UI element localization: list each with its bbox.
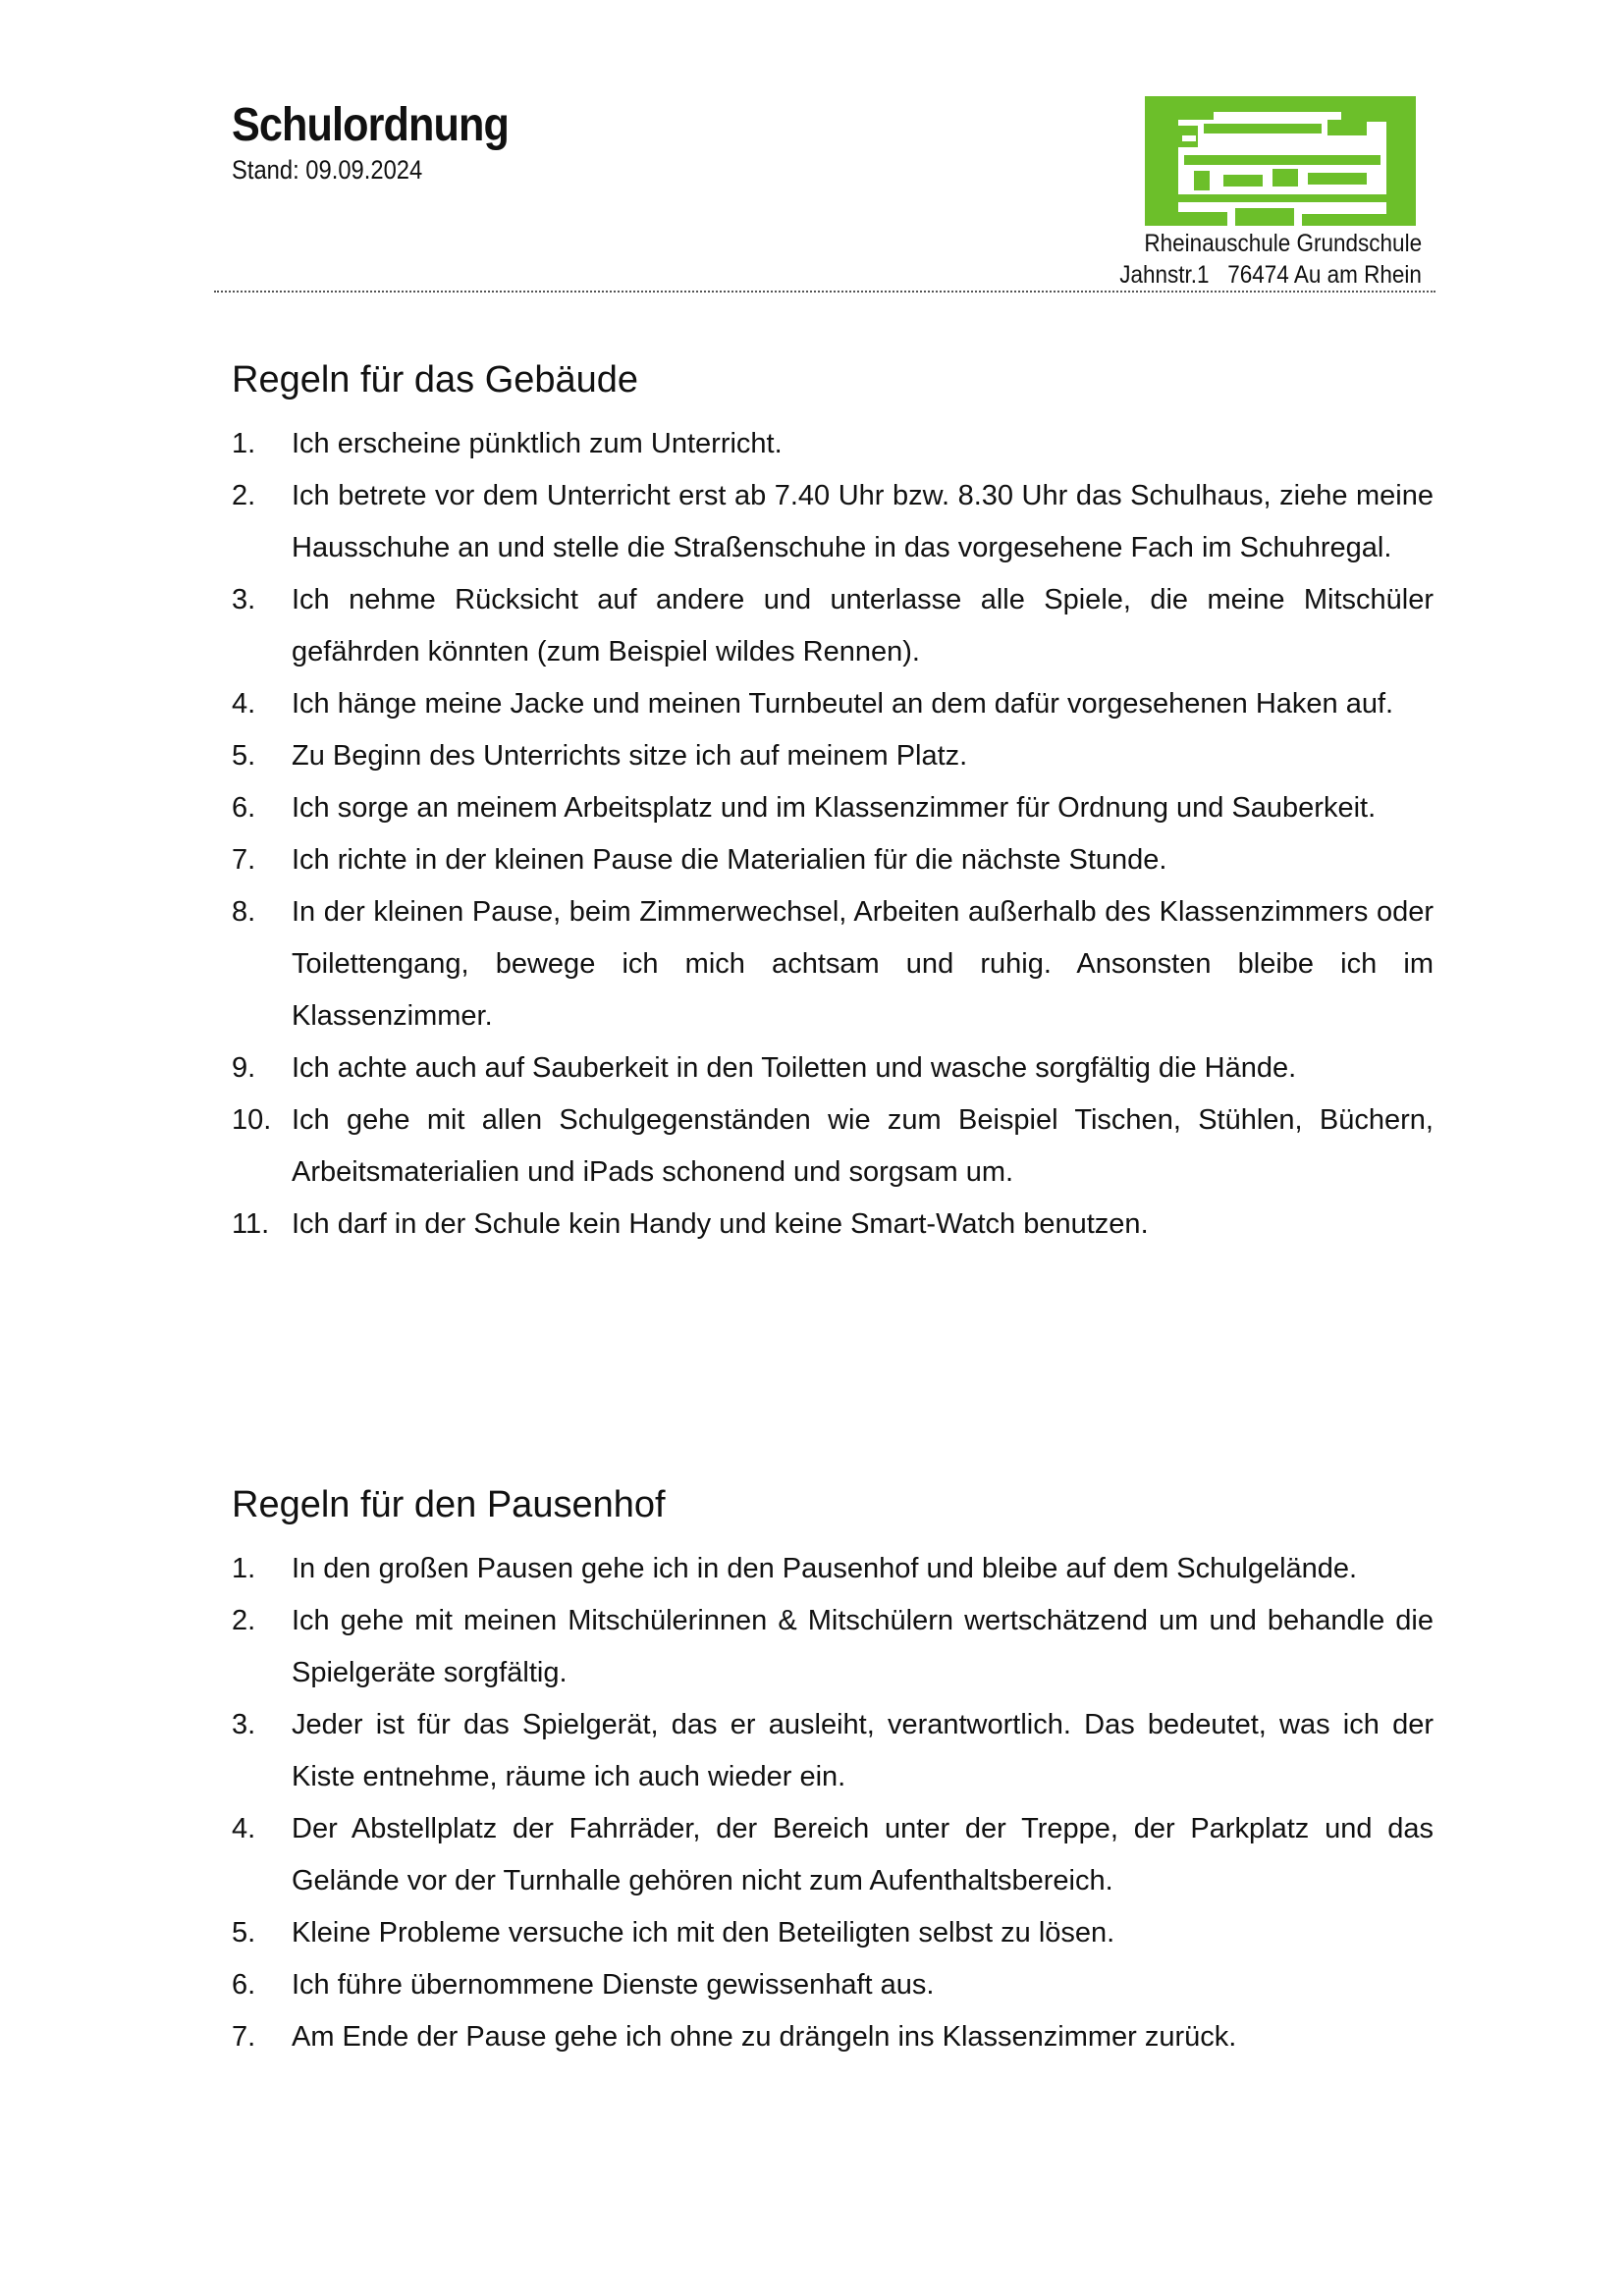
document-date: Stand: 09.09.2024 <box>232 155 423 185</box>
item-number: 5. <box>232 740 256 772</box>
item-number: 11. <box>232 1208 270 1240</box>
item-number: 7. <box>232 844 256 876</box>
item-number: 3. <box>232 584 256 615</box>
item-text: In den großen Pausen gehe ich in den Pausenhof und bleibe auf dem Schulgelände. <box>292 1553 1358 1584</box>
list-item <box>232 678 1434 730</box>
school-address: Jahnstr.1 76474 Au am Rhein <box>1119 261 1422 289</box>
list-item <box>232 1042 1434 1095</box>
item-text: Ich gehe mit meinen Mitschülerinnen & Mitschülern wertschätzend um und behandle die Spielgeräte sorgfältig. <box>292 1605 1434 1688</box>
list-item <box>232 1699 1434 1803</box>
header-divider <box>214 291 1435 293</box>
document-title: Schulordnung <box>232 99 509 151</box>
item-text: Der Abstellplatz der Fahrräder, der Bereich unter der Treppe, der Parkplatz und das Gelände vor der Turnhalle gehören nicht zum Aufenthaltsbereich. <box>292 1813 1434 1896</box>
item-number: 2. <box>232 1605 256 1636</box>
item-number: 4. <box>232 1813 256 1844</box>
rules-list-pausenhof <box>232 1543 1434 2063</box>
item-text: Ich erscheine pünktlich zum Unterricht. <box>292 428 783 459</box>
list-item <box>232 1595 1434 1699</box>
section-title-pausenhof: Regeln für den Pausenhof <box>232 1484 666 1525</box>
item-text: Ich nehme Rücksicht auf andere und unterlasse alle Spiele, die meine Mitschüler gefährden könnten (zum Beispiel wildes Rennen). <box>292 584 1434 667</box>
section-title-gebaeude: Regeln für das Gebäude <box>232 359 639 400</box>
list-item <box>232 1543 1434 1595</box>
item-text: Jeder ist für das Spielgerät, das er ausleiht, verantwortlich. Das bedeutet, was ich der Kiste entnehme, räume ich auch wieder ein. <box>292 1709 1434 1792</box>
item-text: Ich darf in der Schule kein Handy und keine Smart-Watch benutzen. <box>292 1208 1149 1240</box>
item-number: 5. <box>232 1917 256 1949</box>
list-item <box>232 1959 1434 2011</box>
item-number: 6. <box>232 792 256 824</box>
rules-list-gebaeude <box>232 418 1434 1251</box>
list-item <box>232 1095 1434 1199</box>
item-number: 8. <box>232 896 256 928</box>
item-text: In der kleinen Pause, beim Zimmerwechsel, Arbeiten außerhalb des Klassenzimmers oder Toilettengang, bewege ich mich achtsam und ruhig. Ansonsten bleibe ich im Klassenzimmer. <box>292 896 1434 1032</box>
item-number: 4. <box>232 688 256 720</box>
list-item <box>232 1907 1434 1959</box>
item-number: 9. <box>232 1052 256 1084</box>
item-text: Am Ende der Pause gehe ich ohne zu drängeln ins Klassenzimmer zurück. <box>292 2021 1237 2053</box>
school-name: Rheinauschule Grundschule <box>1144 230 1422 257</box>
item-number: 1. <box>232 428 256 459</box>
item-number: 2. <box>232 480 256 511</box>
item-number: 10. <box>232 1104 272 1136</box>
list-item <box>232 834 1434 886</box>
list-item <box>232 574 1434 678</box>
list-item <box>232 1199 1434 1251</box>
list-item <box>232 886 1434 1042</box>
list-item <box>232 730 1434 782</box>
list-item <box>232 2011 1434 2063</box>
item-number: 6. <box>232 1969 256 2001</box>
item-text: Ich achte auch auf Sauberkeit in den Toiletten und wasche sorgfältig die Hände. <box>292 1052 1297 1084</box>
item-number: 3. <box>232 1709 256 1740</box>
logo-graphic <box>1145 96 1416 226</box>
item-text: Ich hänge meine Jacke und meinen Turnbeutel an dem dafür vorgesehenen Haken auf. <box>292 688 1394 720</box>
item-text: Ich gehe mit allen Schulgegenständen wie zum Beispiel Tischen, Stühlen, Büchern, Arbeitsmaterialien und iPads schonend und sorgsam um. <box>292 1104 1434 1188</box>
list-item <box>232 470 1434 574</box>
item-text: Kleine Probleme versuche ich mit den Beteiligten selbst zu lösen. <box>292 1917 1115 1949</box>
list-item <box>232 782 1434 834</box>
item-number: 7. <box>232 2021 256 2053</box>
school-logo <box>1145 96 1416 226</box>
item-text: Ich richte in der kleinen Pause die Materialien für die nächste Stunde. <box>292 844 1167 876</box>
item-text: Ich führe übernommene Dienste gewissenhaft aus. <box>292 1969 935 2001</box>
item-text: Zu Beginn des Unterrichts sitze ich auf meinem Platz. <box>292 740 968 772</box>
item-text: Ich sorge an meinem Arbeitsplatz und im Klassenzimmer für Ordnung und Sauberkeit. <box>292 792 1377 824</box>
item-text: Ich betrete vor dem Unterricht erst ab 7.40 Uhr bzw. 8.30 Uhr das Schulhaus, ziehe meine Hausschuhe an und stelle die Straßenschuhe in das vorgesehene Fach im Schuhregal. <box>292 480 1434 563</box>
list-item <box>232 418 1434 470</box>
item-number: 1. <box>232 1553 256 1584</box>
list-item <box>232 1803 1434 1907</box>
